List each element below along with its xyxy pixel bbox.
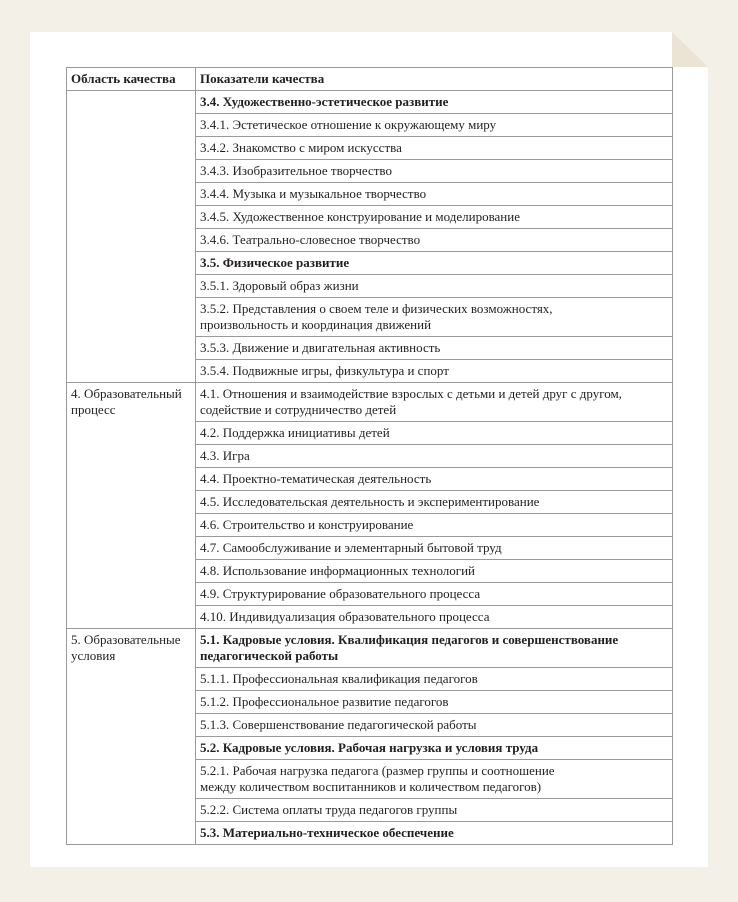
indicator-cell: 5.2.1. Рабочая нагрузка педагога (размер группы и соотношение между количеством воспитанников и количеством педагогов) <box>196 760 673 799</box>
quality-area-cell <box>67 91 196 383</box>
indicator-cell: 4.6. Строительство и конструирование <box>196 514 673 537</box>
indicator-cell: 4.3. Игра <box>196 445 673 468</box>
indicator-section-heading: 3.5. Физическое развитие <box>196 252 673 275</box>
header-quality-indicators: Показатели качества <box>196 68 673 91</box>
table-row <box>67 91 673 114</box>
indicator-cell: 5.1.1. Профессиональная квалификация педагогов <box>196 668 673 691</box>
indicator-cell: 5.2.2. Система оплаты труда педагогов группы <box>196 799 673 822</box>
indicator-cell: 3.5.2. Представления о своем теле и физических возможностях, произвольность и координация движений <box>196 298 673 337</box>
quality-area-cell: 4. Образовательный процесс <box>67 383 196 629</box>
header-quality-area: Область качества <box>67 68 196 91</box>
indicator-cell: 4.1. Отношения и взаимодействие взрослых с детьми и детей друг с другом, содействие и сотрудничество детей <box>196 383 673 422</box>
indicator-cell: 4.9. Структурирование образовательного процесса <box>196 583 673 606</box>
indicator-cell: 4.7. Самообслуживание и элементарный бытовой труд <box>196 537 673 560</box>
indicator-cell: 5.1.3. Совершенствование педагогической работы <box>196 714 673 737</box>
table-row <box>67 383 673 422</box>
indicator-cell: 4.4. Проектно-тематическая деятельность <box>196 468 673 491</box>
indicator-section-heading: 5.2. Кадровые условия. Рабочая нагрузка и условия труда <box>196 737 673 760</box>
indicator-cell: 3.4.2. Знакомство с миром искусства <box>196 137 673 160</box>
indicator-cell: 3.5.4. Подвижные игры, физкультура и спорт <box>196 360 673 383</box>
document-page <box>30 32 708 867</box>
indicator-cell: 4.8. Использование информационных технологий <box>196 560 673 583</box>
indicator-section-heading: 5.3. Материально-техническое обеспечение <box>196 822 673 845</box>
indicator-cell: 4.5. Исследовательская деятельность и экспериментирование <box>196 491 673 514</box>
indicator-cell: 3.4.3. Изобразительное творчество <box>196 160 673 183</box>
indicator-cell: 3.4.1. Эстетическое отношение к окружающему миру <box>196 114 673 137</box>
folded-corner-icon <box>672 32 708 67</box>
quality-area-cell: 5. Образовательные условия <box>67 629 196 845</box>
indicator-cell: 3.4.4. Музыка и музыкальное творчество <box>196 183 673 206</box>
indicator-cell: 3.4.6. Театрально-словесное творчество <box>196 229 673 252</box>
indicator-cell: 4.10. Индивидуализация образовательного процесса <box>196 606 673 629</box>
indicator-section-heading: 3.4. Художественно-эстетическое развитие <box>196 91 673 114</box>
quality-indicators-table <box>66 67 673 845</box>
indicator-cell: 3.4.5. Художественное конструирование и моделирование <box>196 206 673 229</box>
indicator-cell: 5.1.2. Профессиональное развитие педагогов <box>196 691 673 714</box>
indicator-cell: 4.2. Поддержка инициативы детей <box>196 422 673 445</box>
indicator-cell: 3.5.3. Движение и двигательная активность <box>196 337 673 360</box>
indicator-cell: 3.5.1. Здоровый образ жизни <box>196 275 673 298</box>
table-row <box>67 629 673 668</box>
table-header-row <box>67 68 673 91</box>
indicator-section-heading: 5.1. Кадровые условия. Квалификация педагогов и совершенствование педагогической работы <box>196 629 673 668</box>
